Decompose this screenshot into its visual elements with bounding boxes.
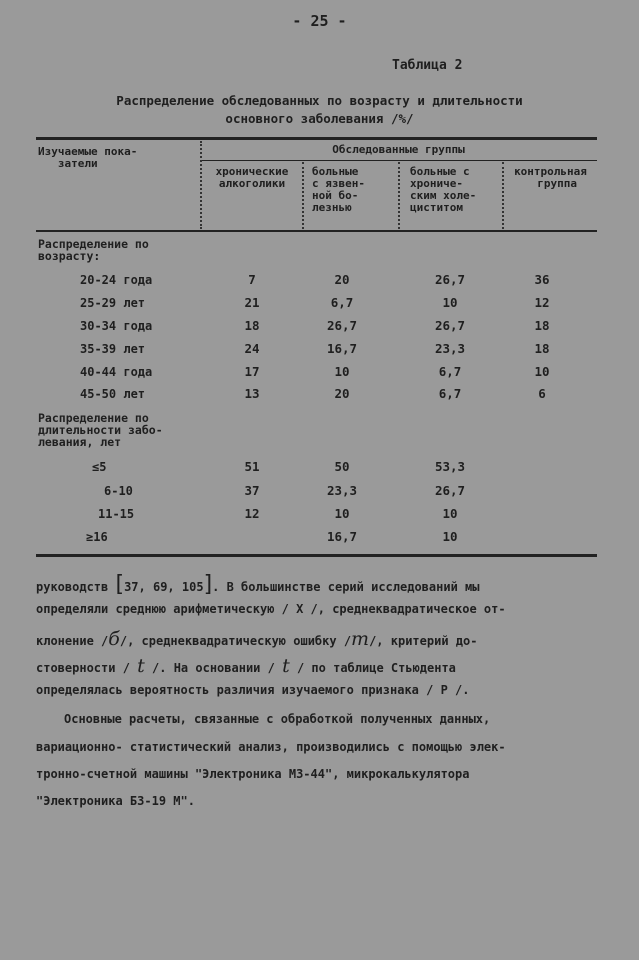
table-cell: 10 xyxy=(334,364,350,379)
table-cell: 18 xyxy=(534,341,550,356)
table-cell: 6,7 xyxy=(438,386,462,401)
table-cell: 36 xyxy=(534,272,550,287)
table-cell: 10 xyxy=(534,364,550,379)
table-cell: 21 xyxy=(244,295,260,310)
table-bottom-rule xyxy=(36,554,597,557)
table-cell: 26,7 xyxy=(326,318,358,333)
body-line-7: вариационно- статистический анализ, производились с помощью элек- xyxy=(36,740,506,754)
table-cell: 53,3 xyxy=(434,459,466,474)
table-cell: 13 xyxy=(244,386,260,401)
bracket-left: [ xyxy=(115,572,125,597)
table-cell: 18 xyxy=(244,318,260,333)
group-header-rule xyxy=(200,160,597,161)
table-cell: 12 xyxy=(534,295,550,310)
body-line-1 xyxy=(36,572,606,597)
table-row-label: ≥16 xyxy=(86,530,108,544)
table-cell: 23,3 xyxy=(326,483,358,498)
section-title-duration: Распределение по длительности забо- левания, лет xyxy=(38,411,163,449)
table-cell: 26,7 xyxy=(434,483,466,498)
table-cell: 20 xyxy=(334,272,350,287)
table-top-rule xyxy=(36,137,597,140)
table-cell: 24 xyxy=(244,341,260,356)
handwritten-t: t xyxy=(137,655,145,677)
table-cell: 23,3 xyxy=(434,341,466,356)
body-text: /, среднеквадратическую ошибку / xyxy=(119,634,352,648)
table-cell: 26,7 xyxy=(434,318,466,333)
handwritten-t: t xyxy=(282,655,290,677)
table-cell: 7 xyxy=(248,272,256,287)
section-title-age: Распределение по возрасту: xyxy=(38,237,149,263)
body-text: . В большинстве серий исследований мы xyxy=(212,580,480,594)
stub-header: Изучаемые пока- затели xyxy=(38,145,138,170)
page-number: - 25 - xyxy=(292,12,347,30)
table-cell: 16,7 xyxy=(326,341,358,356)
table-cell: 10 xyxy=(442,529,458,544)
reference-list: 37, 69, 105 xyxy=(124,580,204,594)
column-header-alcoholics: хронические алкоголики xyxy=(215,165,289,190)
table-cell: 6,7 xyxy=(330,295,354,310)
table-cell: 50 xyxy=(334,459,350,474)
body-text: руководств xyxy=(36,580,109,594)
column-header-cholecystitis: больные с хрониче- ским холе- циститом xyxy=(410,165,477,214)
body-text: /. На основании / xyxy=(152,661,275,675)
body-line-9: "Электроника БЗ-19 М". xyxy=(36,794,195,808)
body-line-6: Основные расчеты, связанные с обработкой полученных данных, xyxy=(64,712,491,726)
body-text: /, критерий до- xyxy=(369,634,478,648)
body-line-5: определялась вероятность различия изучаемого признака / Р /. xyxy=(36,683,470,697)
table-caption-line-2: основного заболевания /%/ xyxy=(225,111,414,126)
table-cell: 26,7 xyxy=(434,272,466,287)
table-row-label: 35-39 лет xyxy=(80,342,146,356)
table-cell: 6 xyxy=(538,386,546,401)
table-cell: 16,7 xyxy=(326,529,358,544)
table-row-label: ≤5 xyxy=(92,460,107,474)
table-caption-line-1: Распределение обследованных по возрасту и длительности xyxy=(116,93,523,108)
bracket-right: ] xyxy=(203,572,213,597)
table-cell: 10 xyxy=(442,295,458,310)
body-line-2: определяли среднюю арифметическую / X /, среднеквадратическое от- xyxy=(36,602,506,616)
body-text: / по таблице Стьюдента xyxy=(296,661,456,675)
body-line-3 xyxy=(36,628,606,650)
table-cell: 12 xyxy=(244,506,260,521)
table-row-label: 20-24 года xyxy=(80,273,153,287)
table-cell: 18 xyxy=(534,318,550,333)
table-cell: 51 xyxy=(244,459,260,474)
table-row-label: 30-34 года xyxy=(80,319,153,333)
table-cell: 17 xyxy=(244,364,260,379)
table-row-label: 11-15 xyxy=(98,507,135,521)
column-header-ulcer: больные с язвен- ной бо- лезнью xyxy=(312,165,365,214)
table-row-label: 40-44 года xyxy=(80,365,153,379)
column-header-control: контрольная группа xyxy=(514,165,587,190)
table-row-label: 6-10 xyxy=(104,484,133,498)
table-cell: 20 xyxy=(334,386,350,401)
table-row-label: 45-50 лет xyxy=(80,387,146,401)
table-cell: 6,7 xyxy=(438,364,462,379)
table-cell: 10 xyxy=(442,506,458,521)
group-header: Обследованные группы xyxy=(332,143,465,156)
handwritten-sigma: б xyxy=(108,628,120,650)
table-label: Таблица 2 xyxy=(392,58,463,73)
body-line-8: тронно-счетной машины "Электроника МЗ-44", микрокалькулятора xyxy=(36,767,470,781)
body-text: стоверности / xyxy=(36,661,130,675)
body-line-4 xyxy=(36,655,606,677)
table-cell: 10 xyxy=(334,506,350,521)
body-text: клонение / xyxy=(36,634,109,648)
header-bottom-rule xyxy=(36,230,597,232)
table-cell: 37 xyxy=(244,483,260,498)
table-row-label: 25-29 лет xyxy=(80,296,146,310)
handwritten-m: m xyxy=(351,628,370,650)
